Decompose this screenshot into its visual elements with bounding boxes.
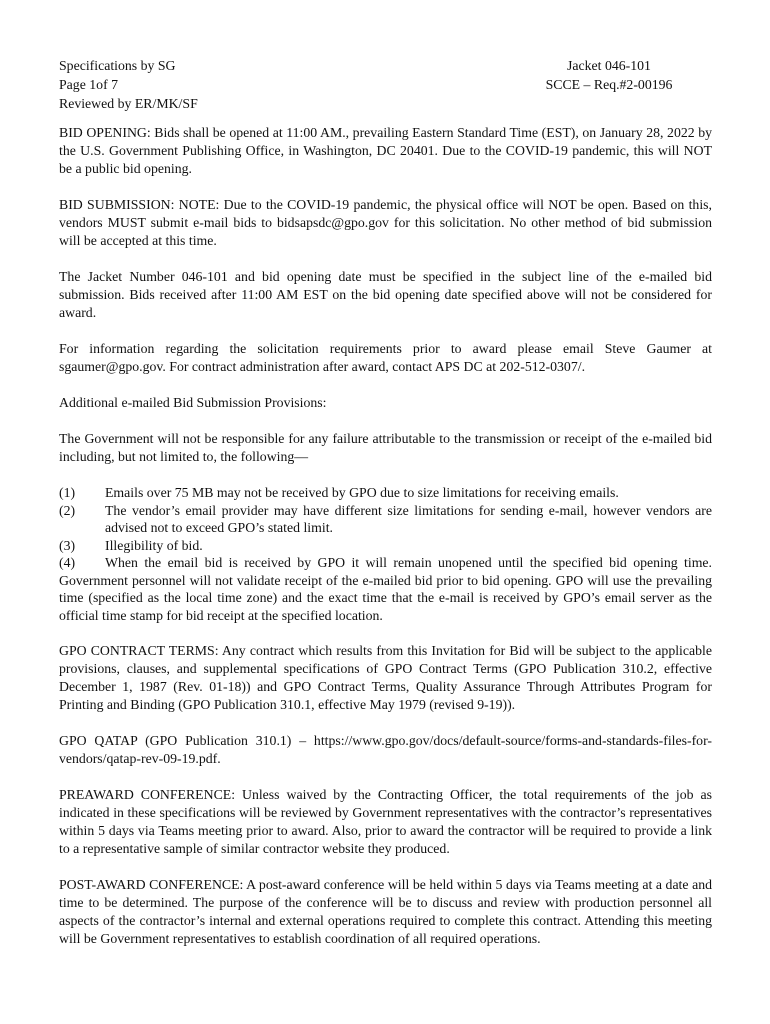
government-responsibility-paragraph: The Government will not be responsible for any failure attributable to the transmission or receipt of the e-mailed bid including, but not limited to, the following— [59, 431, 712, 464]
list-item [59, 554, 712, 624]
list-item-number: (3) [59, 537, 76, 553]
postaward-conference-paragraph: POST-AWARD CONFERENCE: A post-award conference will be held within 5 days via Teams meeting at a date and time to be determined. The purpose of the conference will be to discuss and review with production personnel all aspects of the contractor’s internal and external operations required to complete this contract. Attending this meeting will be Government representatives to establish coordination of all required operations. [59, 877, 712, 946]
reviewers: Reviewed by ER/MK/SF [59, 96, 198, 111]
list-item-text: The vendor’s email provider may have different size limitations for sending e-mail, however vendors are advised not to exceed GPO’s stated limit. [105, 502, 712, 535]
jacket-number: Jacket 046-101 [567, 58, 651, 73]
bid-submission-paragraph: BID SUBMISSION: NOTE: Due to the COVID-19 pandemic, the physical office will NOT be open. Based on this, vendors MUST submit e-mail bids to bidsapsdc@gpo.gov for this solicitation. No other method of bid submission will be accepted at this time. [59, 197, 712, 248]
list-item [59, 537, 712, 555]
preaward-conference-paragraph: PREAWARD CONFERENCE: Unless waived by the Contracting Officer, the total requirements of the job as indicated in these specifications will be reviewed by Government representatives with the contractor’s representatives within 5 days via Teams meeting prior to award. Also, prior to award the contractor will be required to provide a link to a representative sample of similar contractor website they produced. [59, 787, 712, 856]
bid-opening-paragraph: BID OPENING: Bids shall be opened at 11:00 AM., prevailing Eastern Standard Time (EST), on January 28, 2022 by the U.S. Government Publishing Office, in Washington, DC 20401. Due to the COVID-19 pandemic, this will NOT be a public bid opening. [59, 125, 712, 176]
list-item-text: Illegibility of bid. [105, 537, 203, 553]
list-item-number: (1) [59, 485, 76, 500]
requisition-number: SCCE – Req.#2-00196 [545, 77, 673, 92]
page-header [59, 56, 712, 112]
list-item [59, 484, 712, 502]
jacket-number-paragraph: The Jacket Number 046-101 and bid opening date must be specified in the subject line of the e-mailed bid submission. Bids received after 11:00 AM EST on the bid opening date specified above will not be considered for award. [59, 269, 712, 320]
list-item-number: (4) [59, 555, 76, 570]
qatap-paragraph: GPO QATAP (GPO Publication 310.1) – https://www.gpo.gov/docs/default-source/forms-and-standards-files-for-vendors/qatap-rev-09-19.pdf. [59, 733, 712, 766]
header-left-block [59, 56, 198, 113]
spec-author: Specifications by SG [59, 58, 176, 73]
list-item-text: When the email bid is received by GPO it will remain unopened until the specified bid opening time. Government personnel will not validate receipt of the e-mailed bid prior to bid opening. GPO will use the prevailing time (specified as the local time zone) and the exact time that the e-mail is received by GPO’s email server as the official time stamp for bid receipt at the specified location. [59, 555, 712, 623]
provisions-list [59, 484, 712, 624]
header-right-block [511, 56, 707, 94]
list-item-number: (2) [59, 502, 76, 518]
contract-terms-paragraph: GPO CONTRACT TERMS: Any contract which results from this Invitation for Bid will be subject to the applicable provisions, clauses, and supplemental specifications of GPO Contract Terms (GPO Publication 310.2, effective December 1, 1987 (Rev. 01-18)) and GPO Contract Terms, Quality Assurance Through Attributes Program for Printing and Binding (GPO Publication 310.1, effective May 1979 (revised 9-19)). [59, 643, 712, 712]
list-item-text: Emails over 75 MB may not be received by GPO due to size limitations for receiving emails. [105, 485, 619, 500]
page-number: Page 1of 7 [59, 77, 119, 92]
list-item [59, 502, 712, 537]
information-paragraph: For information regarding the solicitation requirements prior to award please email Steve Gaumer at sgaumer@gpo.gov. For contract administration after award, contact APS DC at 202-512-0307/. [59, 341, 712, 374]
additional-provisions-heading: Additional e-mailed Bid Submission Provisions: [59, 395, 327, 410]
